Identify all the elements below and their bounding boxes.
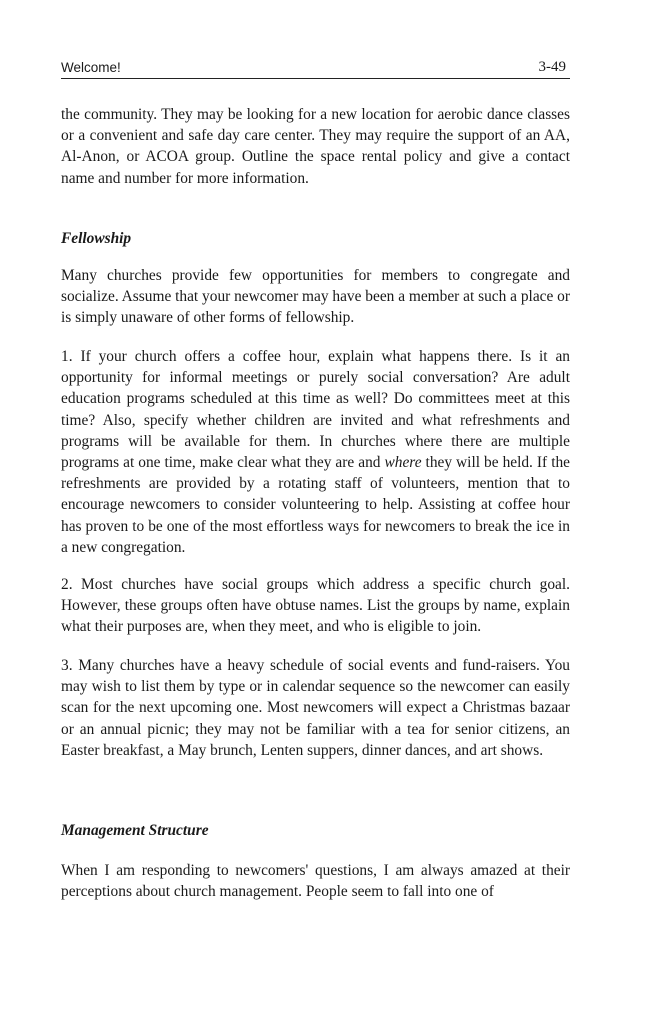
management-intro-paragraph: When I am responding to newcomers' questions, I am always amazed at their perceptions about church management. People seem to fall into one of [61, 862, 570, 901]
running-header [61, 58, 570, 79]
intro-paragraph: the community. They may be looking for a new location for aerobic dance classes or a convenient and safe day care center. They may require the support of an AA, Al-Anon, or ACOA group. Outline the space rental policy and give a contact name and number for more information. [61, 106, 570, 187]
fellowship-intro-paragraph: Many churches provide few opportunities for members to congregate and socialize. Assume that your newcomer may have been a member at such a place or is simply unaware of other forms of fellowship. [61, 267, 570, 327]
list-item-coffee-hour [61, 346, 570, 558]
management-structure-heading: Management Structure [61, 822, 209, 839]
item1-emphasis: where [384, 454, 422, 472]
list-item-social-groups: 2. Most churches have social groups which address a specific church goal. However, these groups often have obtuse names. List the groups by name, explain what their purposes are, when they meet, and who is eligible to join. [61, 576, 570, 636]
item1-text-after: they will be held. If the refreshments are provided by a rotating staff of volunteers, mention that to encourage newcomers to consider volunteering to help. Assisting at coffee hour has proven to be one of the most effortless ways for newcomers to break the ice in a new congregation. [61, 454, 570, 556]
header-section-title: Welcome! [61, 60, 121, 75]
fellowship-heading: Fellowship [61, 230, 132, 247]
item1-text-before: 1. If your church offers a coffee hour, explain what happens there. Is it an opportunity for informal meetings or purely social conversation? Are adult education programs scheduled at this time as well? Do committees meet at this time? Also, specify whether children are invited and what refreshments and programs will be available for them. In churches where there are multiple programs at one time, make clear what they are and [61, 348, 570, 472]
header-page-number: 3-49 [538, 59, 566, 75]
list-item-social-events: 3. Many churches have a heavy schedule of social events and fund-raisers. You may wish to list them by type or in calendar sequence so the newcomer can easily scan for the next upcoming one. Most newcomers will expect a Christmas bazaar or an annual picnic; they may not be familiar with a tea for senior citizens, an Easter breakfast, a May brunch, Lenten suppers, dinner dances, and art shows. [61, 657, 570, 759]
